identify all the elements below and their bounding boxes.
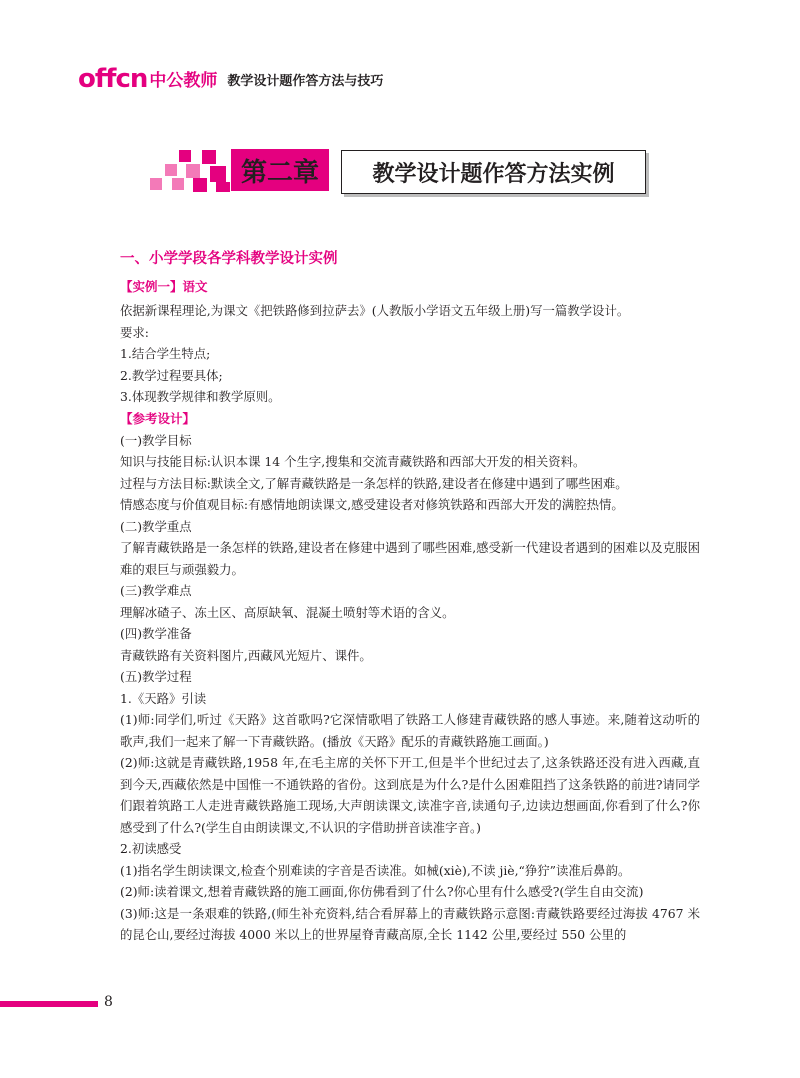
decor-square (179, 150, 191, 162)
page-number: 8 (104, 994, 113, 1010)
body-line: (一)教学目标 (120, 432, 192, 448)
example-label: 【实例一】语文 (120, 279, 208, 294)
chapter-label-box (231, 149, 329, 191)
decor-square (165, 164, 177, 176)
question-block (120, 300, 700, 408)
footer-bar (0, 1001, 98, 1007)
chapter-title-box (341, 150, 646, 194)
question-line: 2.教学过程要具体; (120, 367, 223, 383)
body-line: 过程与方法目标:默读全文,了解青藏铁路是一条怎样的铁路,建设者在修建中遇到了哪些困难。 (120, 475, 628, 491)
body-paragraph: 了解青藏铁路是一条怎样的铁路,建设者在修建中遇到了哪些困难,感受新一代建设者遇到的困难以及克服困难的艰巨与顽强毅力。 (120, 540, 700, 577)
decor-square (193, 178, 207, 192)
section-title: 一、小学学段各学科教学设计实例 (120, 251, 338, 267)
chapter-banner (0, 0, 800, 220)
body-paragraph: (1)师:同学们,听过《天路》这首歌吗?它深情歌唱了铁路工人修建青藏铁路的感人事迹。来,随着这动听的歌声,我们一起来了解一下青藏铁路。(播放《天路》配乐的青藏铁路施工画面。) (120, 712, 700, 749)
offcn-logo-chinese: 中公教师 (149, 71, 218, 91)
chapter-label: 第二章 (240, 157, 319, 188)
body-line: (五)教学过程 (120, 669, 192, 684)
body-paragraph: (3)师:这是一条艰难的铁路,(师生补充资料,结合看屏幕上的青藏铁路示意图:青藏铁路要经过海拔 4767 米的昆仑山,要经过海拔 4000 米以上的世界屋脊青藏高原,全长 1142 公里,要经过 550 公里的 (120, 905, 700, 942)
page-content (120, 248, 700, 946)
reference-design-body (120, 430, 700, 946)
decor-square (150, 178, 162, 190)
body-paragraph: (2)师:这就是青藏铁路,1958 年,在毛主席的关怀下开工,但是半个世纪过去了,这条铁路还没有进入西藏,直到今天,西藏依然是中国惟一不通铁路的省份。这到底是为什么?是什么困难阻挡了这条铁路的前进?请同学们跟着筑路工人走进青藏铁路施工现场,大声朗读课文,读准字音,读通句子,边读边想画面,你看到了什么?你感受到了什么?(学生自由朗读课文,不认识的字借助拼音读准字音。) (120, 755, 700, 835)
offcn-logo: offcn (78, 64, 148, 94)
body-line: (2)师:读着课文,想着青藏铁路的施工画面,你仿佛看到了什么?你心里有什么感受?(学生自由交流) (120, 884, 644, 899)
decor-square (186, 164, 200, 178)
decor-square (202, 150, 216, 164)
body-line: 情感态度与价值观目标:有感情地朗读课文,感受建设者对修筑铁路和西部大开发的满腔热情。 (120, 497, 624, 512)
question-line: 3.体现教学规律和教学原则。 (120, 389, 281, 404)
body-line: (四)教学准备 (120, 626, 192, 641)
body-line: (二)教学重点 (120, 518, 192, 534)
question-line: 依据新课程理论,为课文《把铁路修到拉萨去》(人教版小学语文五年级上册)写一篇教学设计。 (120, 303, 630, 318)
body-line: 青藏铁路有关资料图片,西藏风光短片、课件。 (120, 647, 372, 663)
question-line: 要求: (120, 324, 149, 340)
book-title: 教学设计题作答方法与技巧 (227, 74, 384, 89)
reference-label: 【参考设计】 (120, 410, 196, 426)
body-line: 1.《天路》引读 (120, 690, 207, 706)
body-line: 2.初读感受 (120, 841, 182, 856)
question-line: 1.结合学生特点; (120, 346, 211, 361)
body-line: (1)指名学生朗读课文,检查个别难读的字音是否读准。如械(xiè),不读 jiè,“狰狞”读准后鼻韵。 (120, 862, 631, 878)
body-line: 理解冰碴子、冻土区、高原缺氧、混凝土喷射等术语的含义。 (120, 604, 455, 620)
chapter-title: 教学设计题作答方法实例 (372, 161, 615, 187)
decor-square (172, 178, 184, 190)
body-line: 知识与技能目标:认识本课 14 个生字,搜集和交流青藏铁路和西部大开发的相关资料。 (120, 454, 586, 469)
body-line: (三)教学难点 (120, 583, 192, 598)
decor-square (216, 182, 230, 192)
decor-square (210, 166, 226, 182)
